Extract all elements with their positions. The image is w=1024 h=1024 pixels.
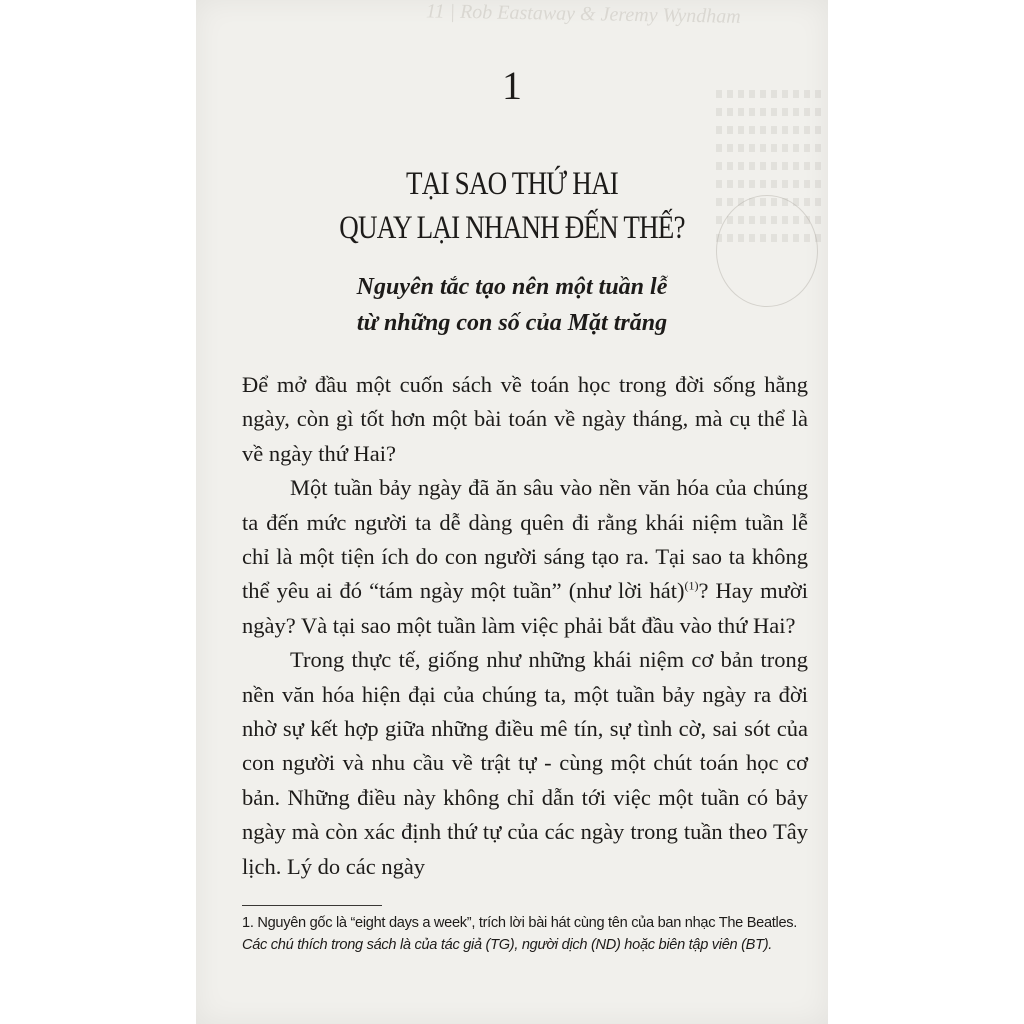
book-page (196, 0, 828, 1024)
paragraph-2-text-end: ? Hay mười ngày? Và tại sao một tuần làm việc phải bắt đầu vào thứ Hai? (242, 578, 808, 638)
paragraph-2-text: Một tuần bảy ngày đã ăn sâu vào nền văn hóa của chúng ta đến mức người ta dễ dàng quên đi rằng khái niệm tuần lễ chỉ là một tiện ích do con người sáng tạo ra. Tại sao ta không thể yêu ai đó “tám ngày một tuần” (như lời hát) (242, 475, 808, 604)
paragraph-3: Trong thực tế, giống như những khái niệm cơ bản trong nền văn hóa hiện đại của chúng ta, một tuần bảy ngày ra đời nhờ sự kết hợp giữa những điều mê tín, sự tình cờ, sai sót của con người và nhu cầu về trật tự - cùng một chút toán học cơ bản. Những điều này không chỉ dẫn tới việc một tuần có bảy ngày mà còn xác định thứ tự của các ngày trong tuần theo Tây lịch. Lý do các ngày (242, 647, 808, 879)
chapter-subtitle-line-1: Nguyên tắc tạo nên một tuần lễ (356, 274, 668, 300)
paragraph-1: Để mở đầu một cuốn sách về toán học trong đời sống hằng ngày, còn gì tốt hơn một bài toán về ngày tháng, mà cụ thể là về ngày thứ Hai? (242, 372, 808, 466)
footnote-marker: (1) (684, 578, 699, 593)
chapter-subtitle (196, 269, 828, 341)
bleed-through-header: 11 | Rob Eastaway & Jeremy Wyndham (425, 0, 741, 28)
paragraph-2 (242, 471, 808, 643)
footnote-2: Các chú thích trong sách là của tác giả (TG), người dịch (ND) hoặc biên tập viên (BT). (242, 937, 773, 953)
chapter-title-line-2: QUAY LẠI NHANH ĐẾN THẾ? (339, 210, 685, 246)
chapter-subtitle-line-2: từ những con số của Mặt trăng (356, 310, 668, 336)
footnotes (242, 912, 812, 956)
chapter-title-line-1: TẠI SAO THỨ HAI (406, 166, 618, 202)
chapter-number: 1 (502, 63, 522, 108)
chapter-title (253, 162, 771, 250)
footnote-divider (242, 905, 382, 906)
body-text (242, 368, 808, 884)
footnote-1: 1. Nguyên gốc là “eight days a week”, trích lời bài hát cùng tên của ban nhạc The Beatles. (242, 915, 798, 931)
